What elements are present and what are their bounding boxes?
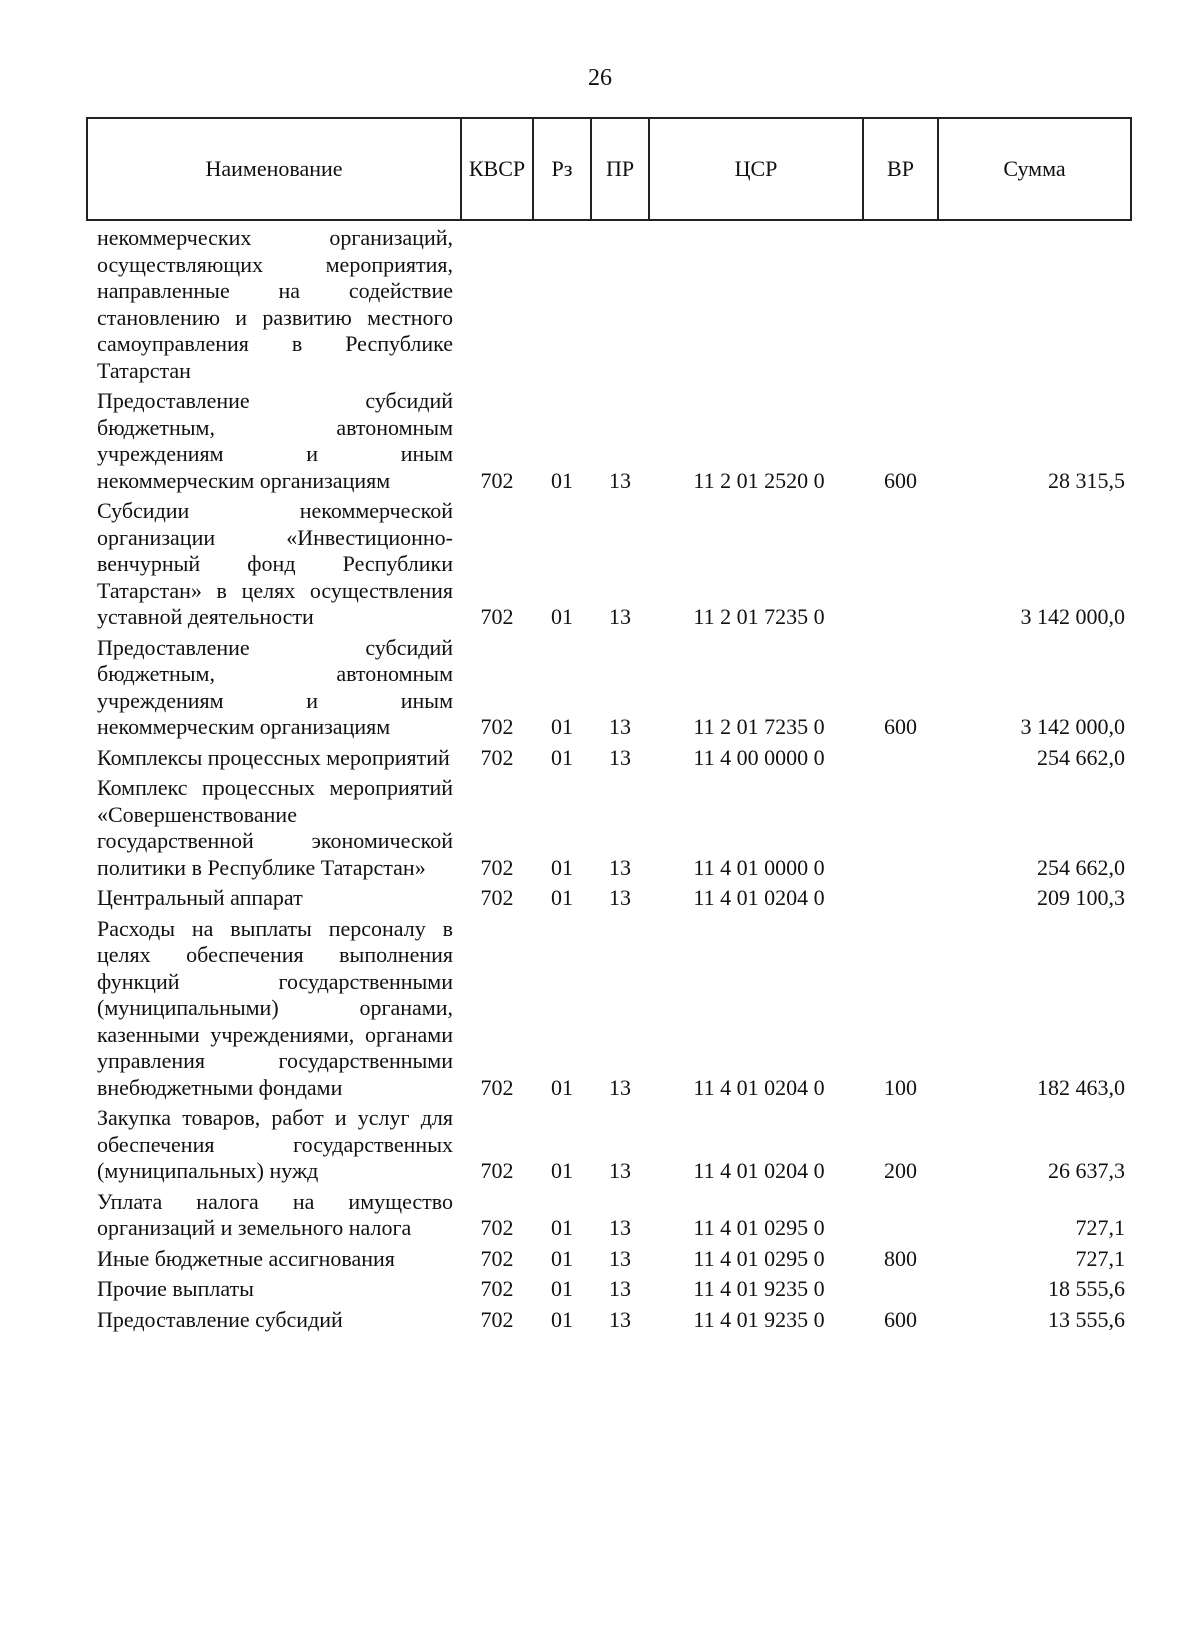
row-vr: 600 <box>884 1306 917 1332</box>
row-sum <box>938 220 1131 388</box>
row-rz <box>533 220 591 388</box>
header-sum: Сумма <box>938 118 1131 220</box>
table-row <box>87 775 1131 885</box>
row-vr <box>863 775 938 885</box>
row-rz: 01 <box>551 854 573 880</box>
row-csr: 11 4 01 0204 0 <box>693 1074 825 1100</box>
row-name: Комплексы процессных мероприятий <box>97 744 450 770</box>
row-kvsr: 702 <box>480 1276 514 1301</box>
row-rz: 01 <box>551 885 573 910</box>
row-sum: 13 555,6 <box>1048 1306 1125 1332</box>
row-name: Комплекс процессных мероприятий «Совершенствование государственной экономической политики в Республике Татарстан» <box>97 775 453 880</box>
row-kvsr: 702 <box>480 467 514 493</box>
row-name: Уплата налога на имущество организаций и земельного налога <box>97 1188 453 1240</box>
row-csr: 11 4 00 0000 0 <box>693 744 825 770</box>
row-csr: 11 4 01 9235 0 <box>693 1306 825 1332</box>
row-name: Субсидии некоммерческой организации «Инвестиционно-венчурный фонд Республики Татарстан» в целях осуществления уставной деятельности <box>97 498 453 629</box>
row-vr <box>863 498 938 635</box>
row-pr: 13 <box>609 1276 631 1301</box>
row-name: Центральный аппарат <box>97 885 303 910</box>
row-rz: 01 <box>551 714 573 739</box>
row-pr: 13 <box>609 1245 631 1271</box>
row-name: Закупка товаров, работ и услуг для обеспечения государственных (муниципальных) нужд <box>97 1105 453 1183</box>
row-vr: 200 <box>884 1158 917 1183</box>
row-vr <box>863 745 938 776</box>
row-rz: 01 <box>551 1215 573 1240</box>
row-vr <box>863 220 938 388</box>
table-row <box>87 1276 1131 1307</box>
row-sum: 3 142 000,0 <box>1020 604 1125 629</box>
row-csr: 11 2 01 7235 0 <box>693 714 825 739</box>
table-row <box>87 1105 1131 1189</box>
table-row <box>87 1307 1131 1338</box>
row-vr: 800 <box>884 1245 917 1271</box>
row-pr: 13 <box>609 714 631 739</box>
row-kvsr: 702 <box>480 1306 514 1332</box>
row-csr: 11 2 01 2520 0 <box>693 467 825 493</box>
row-pr: 13 <box>609 467 631 493</box>
row-pr: 13 <box>609 744 631 770</box>
header-vr: ВР <box>863 118 938 220</box>
row-rz: 01 <box>551 1245 573 1271</box>
row-sum: 727,1 <box>1075 1245 1125 1271</box>
row-name: Иные бюджетные ассигнования <box>97 1245 395 1271</box>
row-kvsr <box>461 220 533 388</box>
header-rz: Рз <box>533 118 591 220</box>
row-pr: 13 <box>609 854 631 880</box>
row-kvsr: 702 <box>480 604 514 629</box>
row-kvsr: 702 <box>480 885 514 910</box>
row-name: Предоставление субсидий <box>97 1306 343 1332</box>
row-csr: 11 4 01 9235 0 <box>693 1276 825 1301</box>
row-sum: 18 555,6 <box>1048 1276 1125 1301</box>
row-csr: 11 4 01 0000 0 <box>693 854 825 880</box>
row-rz: 01 <box>551 744 573 770</box>
row-pr: 13 <box>609 604 631 629</box>
row-vr <box>863 1276 938 1307</box>
row-csr <box>649 220 863 388</box>
table-row <box>87 745 1131 776</box>
row-vr: 600 <box>884 467 917 493</box>
header-csr: ЦСР <box>649 118 863 220</box>
row-name: некоммерческих организаций, осуществляющих мероприятия, направленные на содействие становлению и развитию местного самоуправления в Республике Татарстан <box>97 225 453 383</box>
row-csr: 11 4 01 0295 0 <box>693 1215 825 1240</box>
row-name: Прочие выплаты <box>97 1276 254 1301</box>
row-csr: 11 4 01 0204 0 <box>693 885 825 910</box>
table-row <box>87 1246 1131 1277</box>
row-rz: 01 <box>551 604 573 629</box>
row-sum: 254 662,0 <box>1037 744 1125 770</box>
budget-table <box>86 117 1132 1337</box>
row-vr <box>863 1189 938 1246</box>
table-row <box>87 388 1131 498</box>
row-rz: 01 <box>551 1158 573 1183</box>
row-sum: 254 662,0 <box>1037 854 1125 880</box>
header-name: Наименование <box>87 118 461 220</box>
page-number: 26 <box>588 65 612 91</box>
row-rz: 01 <box>551 1074 573 1100</box>
table-row <box>87 635 1131 745</box>
row-sum: 28 315,5 <box>1048 467 1125 493</box>
row-name: Расходы на выплаты персоналу в целях обеспечения выполнения функций государственными (муниципальными) органами, казенными учреждениями, органами управления государственными внебюджетными фондами <box>97 915 453 1100</box>
header-pr: ПР <box>591 118 649 220</box>
row-vr: 600 <box>884 714 917 739</box>
row-rz: 01 <box>551 1306 573 1332</box>
table-row <box>87 1189 1131 1246</box>
row-kvsr: 702 <box>480 854 514 880</box>
row-sum: 727,1 <box>1075 1215 1125 1240</box>
row-pr: 13 <box>609 1306 631 1332</box>
row-vr <box>863 885 938 916</box>
row-kvsr: 702 <box>480 1245 514 1271</box>
row-kvsr: 702 <box>480 1215 514 1240</box>
row-kvsr: 702 <box>480 1074 514 1100</box>
row-csr: 11 4 01 0204 0 <box>693 1158 825 1183</box>
row-pr: 13 <box>609 1074 631 1100</box>
row-vr: 100 <box>884 1074 917 1100</box>
row-sum: 3 142 000,0 <box>1020 714 1125 739</box>
row-pr: 13 <box>609 1158 631 1183</box>
row-rz: 01 <box>551 1276 573 1301</box>
row-sum: 182 463,0 <box>1037 1074 1125 1100</box>
row-kvsr: 702 <box>480 714 514 739</box>
table-row <box>87 916 1131 1106</box>
row-pr <box>591 220 649 388</box>
row-csr: 11 4 01 0295 0 <box>693 1245 825 1271</box>
row-csr: 11 2 01 7235 0 <box>693 604 825 629</box>
row-kvsr: 702 <box>480 744 514 770</box>
row-pr: 13 <box>609 1215 631 1240</box>
row-pr: 13 <box>609 885 631 910</box>
table-body <box>87 220 1131 1337</box>
table-row <box>87 885 1131 916</box>
row-name: Предоставление субсидий бюджетным, автономным учреждениям и иным некоммерческим организациям <box>97 388 453 493</box>
row-rz: 01 <box>551 467 573 493</box>
table-row <box>87 220 1131 388</box>
header-kvsr: КВСР <box>461 118 533 220</box>
row-sum: 26 637,3 <box>1048 1158 1125 1183</box>
table-row <box>87 498 1131 635</box>
table-header <box>87 118 1131 220</box>
row-sum: 209 100,3 <box>1037 885 1125 910</box>
row-name: Предоставление субсидий бюджетным, автономным учреждениям и иным некоммерческим организациям <box>97 634 453 739</box>
row-kvsr: 702 <box>480 1158 514 1183</box>
